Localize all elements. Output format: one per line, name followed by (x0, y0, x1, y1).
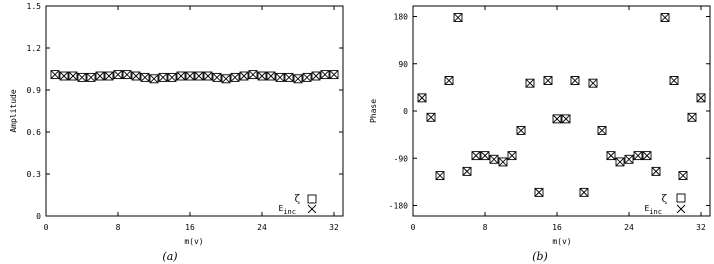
data-point-x (643, 152, 651, 160)
data-point-x (258, 72, 266, 80)
data-point-x (454, 14, 462, 22)
data-point-x (652, 167, 660, 175)
data-point-x (670, 77, 678, 85)
legend-label-einc: Einc (644, 204, 662, 216)
data-point-x (78, 73, 86, 81)
x-tick-label: 24 (624, 223, 634, 232)
x-tick-label: 0 (43, 223, 49, 232)
data-point-x (276, 73, 284, 81)
data-point-x (231, 73, 239, 81)
data-point-x (571, 77, 579, 85)
data-point-x (177, 72, 185, 80)
x-tick-label: 16 (552, 223, 562, 232)
y-axis-amplitude (27, 2, 343, 221)
panel-amplitude (9, 2, 343, 263)
legend-label-einc: Einc (278, 204, 296, 216)
legend-label-zeta: ζ (294, 194, 300, 205)
data-point-x (697, 94, 705, 102)
data-point-x (249, 71, 257, 79)
data-point-x (607, 152, 615, 160)
x-axis-label-phase: m(v) (552, 237, 572, 246)
data-point-x (150, 75, 158, 83)
x-tick-label: 32 (329, 223, 339, 232)
legend-amplitude (279, 194, 316, 216)
data-point-x (544, 77, 552, 85)
data-point-x (535, 188, 543, 196)
data-point-x (481, 152, 489, 160)
data-point-x (625, 155, 633, 163)
data-point-x (679, 172, 687, 180)
x-tick-label: 24 (257, 223, 267, 232)
legend-phase (645, 194, 685, 216)
y-tick-label: -180 (388, 201, 408, 211)
y-tick-label: 90 (398, 59, 408, 69)
data-point-x (159, 73, 167, 81)
data-point-x (294, 75, 302, 83)
data-point-x (168, 73, 176, 81)
data-point-x (688, 113, 696, 121)
data-point-x (553, 115, 561, 123)
data-point-x (285, 73, 293, 81)
data-point-x (517, 126, 525, 134)
plot-frame-amplitude (46, 6, 343, 216)
y-tick-label: 0.9 (26, 86, 41, 95)
data-point-x (598, 126, 606, 134)
data-points-phase (418, 14, 705, 197)
y-tick-label: 0 (36, 212, 41, 221)
data-point-x (463, 167, 471, 175)
data-point-x (195, 72, 203, 80)
y-tick-label: 0.6 (26, 128, 41, 137)
legend-marker-square (677, 194, 685, 202)
data-point-x (526, 79, 534, 87)
y-tick-label: 1.5 (26, 2, 41, 11)
data-point-x (418, 94, 426, 102)
data-point-x (96, 72, 104, 80)
data-point-x (661, 14, 669, 22)
data-point-x (60, 72, 68, 80)
data-point-x (472, 152, 480, 160)
panel-caption-a: (a) (162, 250, 178, 263)
data-point-x (132, 72, 140, 80)
legend-marker-square (308, 195, 316, 203)
x-tick-label: 8 (482, 223, 488, 232)
y-tick-label: 0 (403, 107, 408, 116)
x-tick-label: 32 (696, 223, 706, 232)
data-point-x (490, 155, 498, 163)
y-axis-label-phase: Phase (369, 98, 378, 124)
data-point-x (105, 72, 113, 80)
data-point-x (499, 158, 507, 166)
data-point-x (436, 172, 444, 180)
data-point-x (321, 71, 329, 79)
legend-marker-x (677, 205, 685, 213)
data-point-x (562, 115, 570, 123)
data-point-x (222, 75, 230, 83)
x-tick-label: 16 (185, 223, 195, 232)
data-point-x (445, 77, 453, 85)
data-point-x (580, 188, 588, 196)
data-point-x (508, 152, 516, 160)
data-point-x (69, 72, 77, 80)
legend-label-zeta: ζ (661, 194, 667, 205)
data-point-x (303, 73, 311, 81)
data-point-x (204, 72, 212, 80)
data-point-x (634, 152, 642, 160)
y-tick-label: 0.3 (26, 170, 41, 179)
plot-frame-phase (413, 6, 710, 216)
data-point-x (312, 72, 320, 80)
panel-phase (369, 6, 710, 263)
data-point-x (114, 71, 122, 79)
data-point-x (616, 158, 624, 166)
y-tick-label: -90 (393, 154, 408, 164)
data-point-x (427, 113, 435, 121)
legend-marker-x (308, 205, 316, 213)
data-point-x (87, 73, 95, 81)
y-tick-label: 1.2 (26, 44, 41, 53)
x-tick-label: 8 (115, 223, 121, 232)
data-point-x (213, 73, 221, 81)
panel-caption-b: (b) (532, 250, 548, 263)
x-tick-label: 0 (410, 223, 416, 232)
data-point-x (589, 79, 597, 87)
data-points-amplitude (51, 71, 338, 83)
data-point-x (240, 72, 248, 80)
x-axis-label-amplitude: m(v) (184, 237, 204, 246)
y-axis-label-amplitude: Amplitude (9, 89, 18, 133)
data-point-x (330, 71, 338, 79)
y-tick-label: 180 (393, 12, 408, 22)
data-point-x (123, 71, 131, 79)
data-point-x (141, 73, 149, 81)
data-point-x (186, 72, 194, 80)
data-point-x (267, 72, 275, 80)
data-point-x (51, 71, 59, 79)
y-axis-phase (389, 13, 710, 211)
